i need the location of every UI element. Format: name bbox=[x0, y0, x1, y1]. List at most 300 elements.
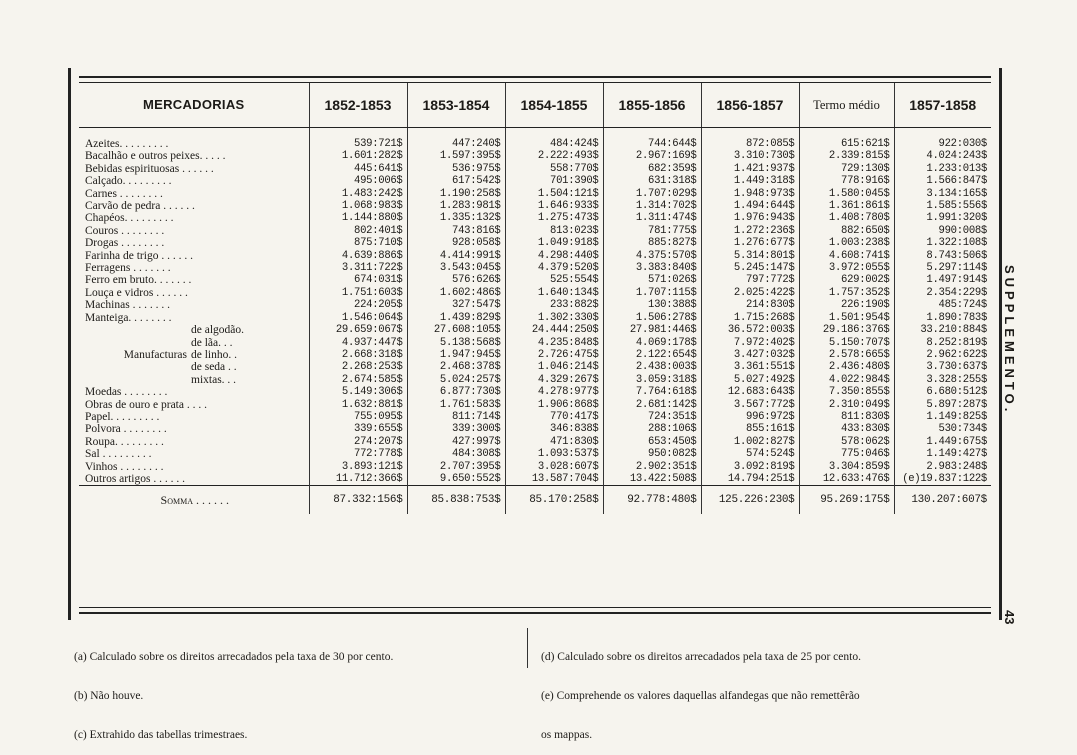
value-cell: 5.027:492$ bbox=[701, 374, 799, 386]
value-cell: 6.877:730$ bbox=[407, 386, 505, 398]
value-cell: 2.468:378$ bbox=[407, 361, 505, 373]
value-cell: 1.439:829$ bbox=[407, 312, 505, 324]
value-cell: 2.726:475$ bbox=[505, 349, 603, 361]
value-cell: 3.311:722$ bbox=[309, 262, 407, 274]
value-cell: 775:046$ bbox=[799, 448, 894, 460]
value-cell: 1.275:473$ bbox=[505, 212, 603, 224]
value-cell: 1.890:783$ bbox=[926, 311, 987, 324]
value-cell: 5.149:306$ bbox=[309, 386, 407, 398]
row-label bbox=[79, 337, 309, 349]
table-row bbox=[79, 399, 991, 411]
value-cell: 875:710$ bbox=[309, 237, 407, 249]
value-cell: 1.761:583$ bbox=[407, 399, 505, 411]
value-cell: 1.751:603$ bbox=[309, 287, 407, 299]
value-cell: 1.947:945$ bbox=[407, 349, 505, 361]
row-label bbox=[79, 250, 309, 262]
row-label bbox=[79, 324, 309, 336]
value-cell: 1.003:238$ bbox=[799, 237, 894, 249]
total-cell: 95.269:175$ bbox=[799, 486, 894, 515]
value-cell: 1.302:330$ bbox=[505, 312, 603, 324]
value-cell: 797:772$ bbox=[701, 274, 799, 286]
footnotes-left bbox=[74, 625, 393, 755]
row-label bbox=[79, 436, 309, 448]
value-cell: 1.976:943$ bbox=[701, 212, 799, 224]
value-cell: 14.794:251$ bbox=[701, 473, 799, 486]
footnote: (a) Calculado sobre os direitos arrecadados pela taxa de 30 por cento. bbox=[74, 651, 394, 663]
value-cell: 922:030$ bbox=[938, 138, 987, 150]
value-cell: 4.379:520$ bbox=[505, 262, 603, 274]
value-cell: 6.680:512$ bbox=[926, 386, 987, 399]
value-cell: 4.022:984$ bbox=[799, 374, 894, 386]
value-cell: 755:095$ bbox=[309, 411, 407, 423]
brace-label: Manufacturas bbox=[123, 348, 187, 361]
value-cell: 615:621$ bbox=[799, 128, 894, 151]
value-cell: 539:721$ bbox=[309, 128, 407, 151]
value-cell: 2.268:253$ bbox=[309, 361, 407, 373]
value-cell: 2.674:585$ bbox=[309, 374, 407, 386]
header-year: 1854-1855 bbox=[505, 83, 603, 128]
total-label: Somma . . . . . . bbox=[79, 486, 309, 515]
row-label bbox=[79, 423, 309, 435]
value-cell: 617:542$ bbox=[407, 175, 505, 187]
header-mercadorias: MERCADORIAS bbox=[79, 83, 309, 128]
row-label bbox=[79, 411, 309, 423]
value-cell: 4.235:848$ bbox=[505, 337, 603, 349]
value-cell: 4.024:243$ bbox=[926, 150, 987, 163]
value-cell: 571:026$ bbox=[603, 274, 701, 286]
value-cell: 495:006$ bbox=[309, 175, 407, 187]
value-cell: 770:417$ bbox=[505, 411, 603, 423]
label-text: Vinhos . . . . . . . . bbox=[85, 460, 164, 473]
value-cell: 13.587:704$ bbox=[505, 473, 603, 486]
table-row-manufacturas bbox=[79, 361, 991, 373]
value-cell: 27.608:105$ bbox=[407, 324, 505, 336]
value-cell: 1.449:318$ bbox=[701, 175, 799, 187]
value-cell: 1.190:258$ bbox=[407, 188, 505, 200]
value-cell: 7.764:618$ bbox=[603, 386, 701, 398]
footnote: (b) Não houve. bbox=[74, 690, 144, 702]
value-cell: 1.632:881$ bbox=[309, 399, 407, 411]
table-row bbox=[79, 262, 991, 274]
value-cell: 872:085$ bbox=[701, 128, 799, 151]
label-text: Carvão de pedra . . . . . . bbox=[85, 200, 195, 213]
label-text: Sal . . . . . . . . . bbox=[85, 448, 152, 461]
value-cell: 5.150:707$ bbox=[799, 337, 894, 349]
value-cell: 5.138:568$ bbox=[407, 337, 505, 349]
value-cell: 1.002:827$ bbox=[701, 436, 799, 448]
row-label bbox=[79, 473, 309, 486]
value-cell: 7.350:855$ bbox=[799, 386, 894, 398]
table-row bbox=[79, 386, 991, 398]
value-cell: 3.134:165$ bbox=[926, 187, 987, 200]
row-label bbox=[79, 150, 309, 162]
value-cell: 8.743:506$ bbox=[926, 249, 987, 262]
value-cell: 4.937:447$ bbox=[309, 337, 407, 349]
footnote: (e) Comprehende os valores daquellas alfandegas que não remettêrão bbox=[541, 690, 860, 702]
value-cell: 484:424$ bbox=[505, 128, 603, 151]
value-cell: 558:770$ bbox=[505, 163, 603, 175]
value-cell: 1.580:045$ bbox=[799, 188, 894, 200]
label-text: Louça e vidros . . . . . . bbox=[85, 286, 188, 299]
total-cell: 125.226:230$ bbox=[701, 486, 799, 515]
value-cell: 3.543:045$ bbox=[407, 262, 505, 274]
value-cell: 4.298:440$ bbox=[505, 250, 603, 262]
label-text: Roupa. . . . . . . . . bbox=[85, 435, 164, 448]
value-cell: 1.421:937$ bbox=[701, 163, 799, 175]
value-cell: 339:300$ bbox=[407, 423, 505, 435]
label-text: Carnes . . . . . . . . bbox=[85, 187, 163, 200]
row-label bbox=[79, 128, 309, 151]
table-row bbox=[79, 200, 991, 212]
value-cell: 1.991:320$ bbox=[926, 212, 987, 225]
label-text: Ferro em bruto. . . . . . . bbox=[85, 274, 192, 287]
value-cell: 1.314:702$ bbox=[603, 200, 701, 212]
value-cell: 2.681:142$ bbox=[603, 399, 701, 411]
value-cell: 1.602:486$ bbox=[407, 287, 505, 299]
table-row bbox=[79, 461, 991, 473]
value-cell: 525:554$ bbox=[505, 274, 603, 286]
value-cell: 2.222:493$ bbox=[505, 150, 603, 162]
row-label bbox=[79, 461, 309, 473]
value-cell: 530:734$ bbox=[938, 423, 987, 436]
merchandise-table bbox=[79, 83, 991, 514]
table-row-manufacturas bbox=[79, 374, 991, 386]
total-cell: 92.778:480$ bbox=[603, 486, 701, 515]
table-row-manufacturas bbox=[79, 324, 991, 336]
value-cell: 1.504:121$ bbox=[505, 188, 603, 200]
value-cell: 2.025:422$ bbox=[701, 287, 799, 299]
total-cell: 130.207:607$ bbox=[894, 486, 991, 515]
value-cell: 3.893:121$ bbox=[309, 461, 407, 473]
value-cell: 427:997$ bbox=[407, 436, 505, 448]
label-text: Chapéos. . . . . . . . . bbox=[85, 212, 174, 225]
table-row bbox=[79, 473, 991, 486]
value-cell: 29.186:376$ bbox=[799, 324, 894, 336]
total-cell: 85.838:753$ bbox=[407, 486, 505, 515]
value-cell: 24.444:250$ bbox=[505, 324, 603, 336]
value-cell: 3.304:859$ bbox=[799, 461, 894, 473]
value-cell: 3.730:637$ bbox=[926, 361, 987, 374]
value-cell: 729:130$ bbox=[799, 163, 894, 175]
value-cell: 1.906:868$ bbox=[505, 399, 603, 411]
table-row bbox=[79, 175, 991, 187]
label-text: Manteiga. . . . . . . . bbox=[85, 311, 172, 324]
table-row bbox=[79, 299, 991, 311]
value-cell: 802:401$ bbox=[309, 225, 407, 237]
total-row bbox=[79, 486, 991, 515]
value-cell: 3.092:819$ bbox=[701, 461, 799, 473]
row-label bbox=[79, 374, 309, 386]
value-cell: 1.757:352$ bbox=[799, 287, 894, 299]
value-cell: 724:351$ bbox=[603, 411, 701, 423]
value-cell: 2.902:351$ bbox=[603, 461, 701, 473]
value-cell: 226:190$ bbox=[799, 299, 894, 311]
header-row bbox=[79, 83, 991, 128]
label-text: Bebidas espirituosas . . . . . . bbox=[85, 162, 214, 175]
value-cell: 2.707:395$ bbox=[407, 461, 505, 473]
value-cell: 274:207$ bbox=[309, 436, 407, 448]
value-cell: 536:975$ bbox=[407, 163, 505, 175]
value-cell: 629:002$ bbox=[799, 274, 894, 286]
header-year: 1856-1857 bbox=[701, 83, 799, 128]
label-text: Outros artigos . . . . . . bbox=[85, 472, 185, 485]
value-cell: 772:778$ bbox=[309, 448, 407, 460]
value-cell: 33.210:884$ bbox=[920, 324, 987, 337]
value-cell: 4.069:178$ bbox=[603, 337, 701, 349]
value-cell: 1.311:474$ bbox=[603, 212, 701, 224]
label-text: Obras de ouro e prata . . . . bbox=[85, 398, 207, 411]
row-label bbox=[79, 361, 309, 373]
value-cell: 1.948:973$ bbox=[701, 188, 799, 200]
value-cell: 4.639:886$ bbox=[309, 250, 407, 262]
row-label bbox=[79, 349, 309, 361]
value-cell: 3.972:055$ bbox=[799, 262, 894, 274]
side-label: SUPPLEMENTO. bbox=[1002, 265, 1017, 416]
value-cell: 445:641$ bbox=[309, 163, 407, 175]
value-cell: 1.046:214$ bbox=[505, 361, 603, 373]
label-text: Ferragens . . . . . . . bbox=[85, 262, 171, 275]
value-cell: 36.572:003$ bbox=[701, 324, 799, 336]
value-cell: 1.408:780$ bbox=[799, 212, 894, 224]
value-cell: 674:031$ bbox=[309, 274, 407, 286]
value-cell: 3.361:551$ bbox=[701, 361, 799, 373]
label-text: Polvora . . . . . . . . bbox=[85, 423, 167, 436]
table-body bbox=[79, 128, 991, 515]
value-cell: 781:775$ bbox=[603, 225, 701, 237]
value-cell: 1.494:644$ bbox=[701, 200, 799, 212]
value-cell: 574:524$ bbox=[701, 448, 799, 460]
value-cell: 2.668:318$ bbox=[309, 349, 407, 361]
footnotes-right bbox=[541, 625, 861, 755]
value-cell: 1.566:847$ bbox=[926, 175, 987, 188]
row-label bbox=[79, 163, 309, 175]
table-row bbox=[79, 436, 991, 448]
table-row bbox=[79, 128, 991, 151]
value-cell: 3.328:255$ bbox=[926, 373, 987, 386]
table-row bbox=[79, 448, 991, 460]
row-label bbox=[79, 225, 309, 237]
value-cell: 1.335:132$ bbox=[407, 212, 505, 224]
value-cell: 12.683:643$ bbox=[701, 386, 799, 398]
footnote: (c) Extrahido das tabellas trimestraes. bbox=[74, 729, 248, 741]
row-label bbox=[79, 399, 309, 411]
footnote: os mappas. bbox=[541, 729, 593, 741]
row-label bbox=[79, 299, 309, 311]
value-cell: 950:082$ bbox=[603, 448, 701, 460]
value-cell: 778:916$ bbox=[799, 175, 894, 187]
value-cell: 576:626$ bbox=[407, 274, 505, 286]
value-cell: 1.601:282$ bbox=[309, 150, 407, 162]
value-cell: 811:714$ bbox=[407, 411, 505, 423]
value-cell: 11.712:366$ bbox=[309, 473, 407, 486]
value-cell: 5.245:147$ bbox=[701, 262, 799, 274]
value-cell: 701:390$ bbox=[505, 175, 603, 187]
value-cell: 5.314:801$ bbox=[701, 250, 799, 262]
value-cell: 5.297:114$ bbox=[926, 262, 987, 275]
value-cell: 2.578:665$ bbox=[799, 349, 894, 361]
value-cell: 3.383:840$ bbox=[603, 262, 701, 274]
value-cell: 224:205$ bbox=[309, 299, 407, 311]
value-cell: 855:161$ bbox=[701, 423, 799, 435]
value-cell: 29.659:067$ bbox=[309, 324, 407, 336]
value-cell: 346:838$ bbox=[505, 423, 603, 435]
sub-label: de algodão. bbox=[191, 324, 245, 337]
value-cell: 4.608:741$ bbox=[799, 250, 894, 262]
row-label bbox=[79, 312, 309, 324]
value-cell: 485:724$ bbox=[938, 299, 987, 312]
value-cell: 1.640:134$ bbox=[505, 287, 603, 299]
value-cell: 882:650$ bbox=[799, 225, 894, 237]
value-cell: 447:240$ bbox=[407, 128, 505, 151]
value-cell: 996:972$ bbox=[701, 411, 799, 423]
table-row bbox=[79, 212, 991, 224]
value-cell: 928:058$ bbox=[407, 237, 505, 249]
row-label bbox=[79, 262, 309, 274]
value-cell: 1.449:675$ bbox=[926, 435, 987, 448]
value-cell: 1.093:537$ bbox=[505, 448, 603, 460]
value-cell: 631:318$ bbox=[603, 175, 701, 187]
value-cell: 990:008$ bbox=[938, 224, 987, 237]
value-cell: 1.283:981$ bbox=[407, 200, 505, 212]
value-cell: 1.501:954$ bbox=[799, 312, 894, 324]
value-cell: 4.278:977$ bbox=[505, 386, 603, 398]
value-cell: 1.707:115$ bbox=[603, 287, 701, 299]
table-frame bbox=[68, 68, 1002, 620]
value-cell: 3.059:318$ bbox=[603, 374, 701, 386]
table-row bbox=[79, 237, 991, 249]
value-cell: 744:644$ bbox=[603, 128, 701, 151]
value-cell: 7.972:402$ bbox=[701, 337, 799, 349]
sub-label: de linho. . bbox=[191, 348, 237, 361]
row-label bbox=[79, 287, 309, 299]
value-cell: 1.546:064$ bbox=[309, 312, 407, 324]
value-cell: 471:830$ bbox=[505, 436, 603, 448]
value-cell: 1.272:236$ bbox=[701, 225, 799, 237]
row-label bbox=[79, 175, 309, 187]
header-year: 1855-1856 bbox=[603, 83, 701, 128]
sub-label: mixtas. . . bbox=[191, 373, 237, 386]
value-cell: (e)19.837:122$ bbox=[902, 472, 987, 485]
value-cell: 1.585:556$ bbox=[926, 200, 987, 213]
table-row bbox=[79, 188, 991, 200]
label-text: Calçado. . . . . . . . . bbox=[85, 175, 172, 188]
table-row bbox=[79, 274, 991, 286]
value-cell: 1.483:242$ bbox=[309, 188, 407, 200]
value-cell: 4.414:991$ bbox=[407, 250, 505, 262]
value-cell: 2.339:815$ bbox=[799, 150, 894, 162]
row-label bbox=[79, 200, 309, 212]
label-text: Moedas . . . . . . . . bbox=[85, 386, 168, 399]
label-text: Farinha de trigo . . . . . . bbox=[85, 249, 193, 262]
value-cell: 12.633:476$ bbox=[799, 473, 894, 486]
row-label bbox=[79, 188, 309, 200]
header-year: 1857-1858 bbox=[894, 83, 991, 128]
value-cell: 1.506:278$ bbox=[603, 312, 701, 324]
value-cell: 2.122:654$ bbox=[603, 349, 701, 361]
header-year: 1852-1853 bbox=[309, 83, 407, 128]
value-cell: 484:308$ bbox=[407, 448, 505, 460]
sub-label: de seda . . bbox=[191, 361, 237, 374]
value-cell: 653:450$ bbox=[603, 436, 701, 448]
value-cell: 130:388$ bbox=[603, 299, 701, 311]
value-cell: 3.567:772$ bbox=[701, 399, 799, 411]
value-cell: 1.707:029$ bbox=[603, 188, 701, 200]
table-row bbox=[79, 250, 991, 262]
value-cell: 2.354:229$ bbox=[926, 286, 987, 299]
label-text: Azeites. . . . . . . . . bbox=[85, 138, 169, 150]
value-cell: 578:062$ bbox=[799, 436, 894, 448]
label-text: Drogas . . . . . . . . bbox=[85, 237, 165, 250]
value-cell: 4.329:267$ bbox=[505, 374, 603, 386]
table-row-manufacturas bbox=[79, 349, 991, 361]
table-row-manufacturas bbox=[79, 337, 991, 349]
value-cell: 1.497:914$ bbox=[926, 274, 987, 287]
value-cell: 2.310:049$ bbox=[799, 399, 894, 411]
table-row bbox=[79, 150, 991, 162]
header-year: 1853-1854 bbox=[407, 83, 505, 128]
value-cell: 5.024:257$ bbox=[407, 374, 505, 386]
table-row bbox=[79, 411, 991, 423]
value-cell: 8.252:819$ bbox=[926, 336, 987, 349]
header-termo-medio: Termo médio bbox=[799, 83, 894, 128]
value-cell: 682:359$ bbox=[603, 163, 701, 175]
value-cell: 1.233:013$ bbox=[926, 162, 987, 175]
value-cell: 339:655$ bbox=[309, 423, 407, 435]
total-cell: 85.170:258$ bbox=[505, 486, 603, 515]
value-cell: 2.436:480$ bbox=[799, 361, 894, 373]
value-cell: 1.144:880$ bbox=[309, 212, 407, 224]
value-cell: 233:882$ bbox=[505, 299, 603, 311]
label-text: Couros . . . . . . . . bbox=[85, 224, 165, 237]
value-cell: 433:830$ bbox=[799, 423, 894, 435]
value-cell: 1.646:933$ bbox=[505, 200, 603, 212]
footnote-divider bbox=[527, 628, 528, 668]
table-row bbox=[79, 423, 991, 435]
sub-label: de lãa. . . bbox=[191, 336, 233, 349]
value-cell: 288:106$ bbox=[603, 423, 701, 435]
value-cell: 3.310:730$ bbox=[701, 150, 799, 162]
value-cell: 2.983:248$ bbox=[926, 460, 987, 473]
value-cell: 3.028:607$ bbox=[505, 461, 603, 473]
value-cell: 27.981:446$ bbox=[603, 324, 701, 336]
value-cell: 885:827$ bbox=[603, 237, 701, 249]
row-label bbox=[79, 274, 309, 286]
value-cell: 1.322:108$ bbox=[926, 237, 987, 250]
label-text: Machinas . . . . . . . bbox=[85, 299, 170, 312]
value-cell: 1.361:861$ bbox=[799, 200, 894, 212]
row-label bbox=[79, 237, 309, 249]
value-cell: 743:816$ bbox=[407, 225, 505, 237]
value-cell: 1.715:268$ bbox=[701, 312, 799, 324]
value-cell: 813:023$ bbox=[505, 225, 603, 237]
value-cell: 1.597:395$ bbox=[407, 150, 505, 162]
value-cell: 2.967:169$ bbox=[603, 150, 701, 162]
value-cell: 3.427:032$ bbox=[701, 349, 799, 361]
value-cell: 214:830$ bbox=[701, 299, 799, 311]
value-cell: 1.276:677$ bbox=[701, 237, 799, 249]
value-cell: 1.068:983$ bbox=[309, 200, 407, 212]
value-cell: 2.962:622$ bbox=[926, 348, 987, 361]
table-row bbox=[79, 225, 991, 237]
value-cell: 1.149:825$ bbox=[926, 410, 987, 423]
value-cell: 1.049:918$ bbox=[505, 237, 603, 249]
value-cell: 4.375:570$ bbox=[603, 250, 701, 262]
value-cell: 2.438:003$ bbox=[603, 361, 701, 373]
total-cell: 87.332:156$ bbox=[309, 486, 407, 515]
value-cell: 811:830$ bbox=[799, 411, 894, 423]
footnote: (d) Calculado sobre os direitos arrecadados pela taxa de 25 por cento. bbox=[541, 651, 861, 663]
label-text: Papel. . . . . . . . . bbox=[85, 410, 160, 423]
